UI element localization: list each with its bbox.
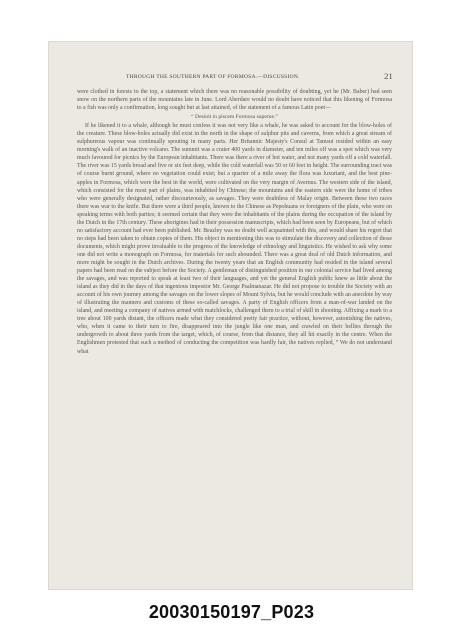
running-header (72, 71, 399, 83)
latin-quote: “ Desinit in piscem Formosa superne.” (191, 114, 278, 121)
page-number: 21 (384, 71, 393, 81)
body-text (77, 88, 392, 356)
paragraph-1: were clothed in forests to the top, a statement which there was no reasonable possibility of doubting, yet he (Mr. Baber) had seen snow on the northern parts of the mountains late in June. Lord Aberdare would no doubt have noticed that this likening of Formosa to a fish was only a confirmation, long sought but at last attained, of the statement of a famous Latin poet— (77, 89, 392, 112)
header-title: THROUGH THE SOUTHERN PART OF FORMOSA.—DISCUSSION. (126, 74, 300, 80)
image-caption: 20030150197_P023 (148, 602, 315, 622)
scanned-page (48, 41, 413, 590)
paragraph-2: If he likened it to a whale, although he must confess it was not very like a whale, he was asked to account for the blow-holes of the creature. These blow-holes actually did exist in the north in the shape of sulphur pits and caverns, from which a great stream of sulphureous vapour was continually spouting in many parts. Her Britannic Majesty's Consul at Tamsui resided within an easy morning's walk of an inactive volcano. The summit was a crater 400 yards in diameter, and ten miles off was a spot which was very much favoured for picnics by the European inhabitants. There was there a river of hot water, and not many yards off a cold waterfall. The river was 15 yards broad and five or six feet deep, while the cold waterfall was 50 or 60 feet in height. The surrounding tract was of course burnt ground, where no vegetation could exist; but a quarter of a mile away the flora was luxuriant, and the best pine-apples in Formosa, which were the best in the world, were cultivated on the very margin of Avernus. The western side of the island, which consisted for the most part of plains, was inhabited by Chinese; the mountains and the eastern side were the home of tribes who were generally designated, rather discourteously, as savages. They were doubtless of Malay origin. Between these two races there was war to the knife. But there were a third people, known to the Chinese as Pepohuans or foreigners of the plain, who were on speaking terms with both parties; it seemed certain that they were the inhabitants of the plains during the occupation of the island by the Dutch in the 17th century. These aborigines had in their possession manuscripts, which had been seen by Europeans, but of which no satisfactory account had ever been published. Mr. Beazley was no doubt well acquainted with this, and would share his regret that no steps had been taken to obtain copies of them. His object in mentioning this was to stimulate the discovery and collection of those documents, which might prove invaluable to the progress of the knowledge of ethnology and linguistics. He wished to ask why some one did not write a monograph on Formosa, for materials for such abounded. There was a great deal of old Dutch information, and more might be sought in the Dutch archives. During the twenty years that an English community had resided in the island several papers had been read on the subject before the Society. A gentleman of distinguished position in our colonial service had lived among the savages, and was reported to speak at least two of their languages, and yet the general English public knew as little about the island as they did in the days of that ingenious impostor Mr. George Psalmanazar. He did not propose to trouble the Society with an account of his own journey among the savages on the lower slopes of Mount Sylvia, but he would conclude with an anecdote by way of illustrating the manners and customs of these so-called savages. A party of English officers from a man-of-war landed on the island, and meeting a company of natives armed with matchlocks, challenged them to a trial of skill in shooting. Affixing a mark to a tree about 100 yards distant, the officers made what they considered pretty fair practice, without, however, astonishing the natives, who, when it came to their turn to fire, disappeared into the jungle like one man, and crawled on their bellies through the undergrowth to about three yards from the target, which, of course, from that distance, they all hit exactly in the centre. When the Englishmen protested that such a method of conducting the competition was hardly fair, the natives replied, “ We do not understand what (77, 123, 392, 355)
